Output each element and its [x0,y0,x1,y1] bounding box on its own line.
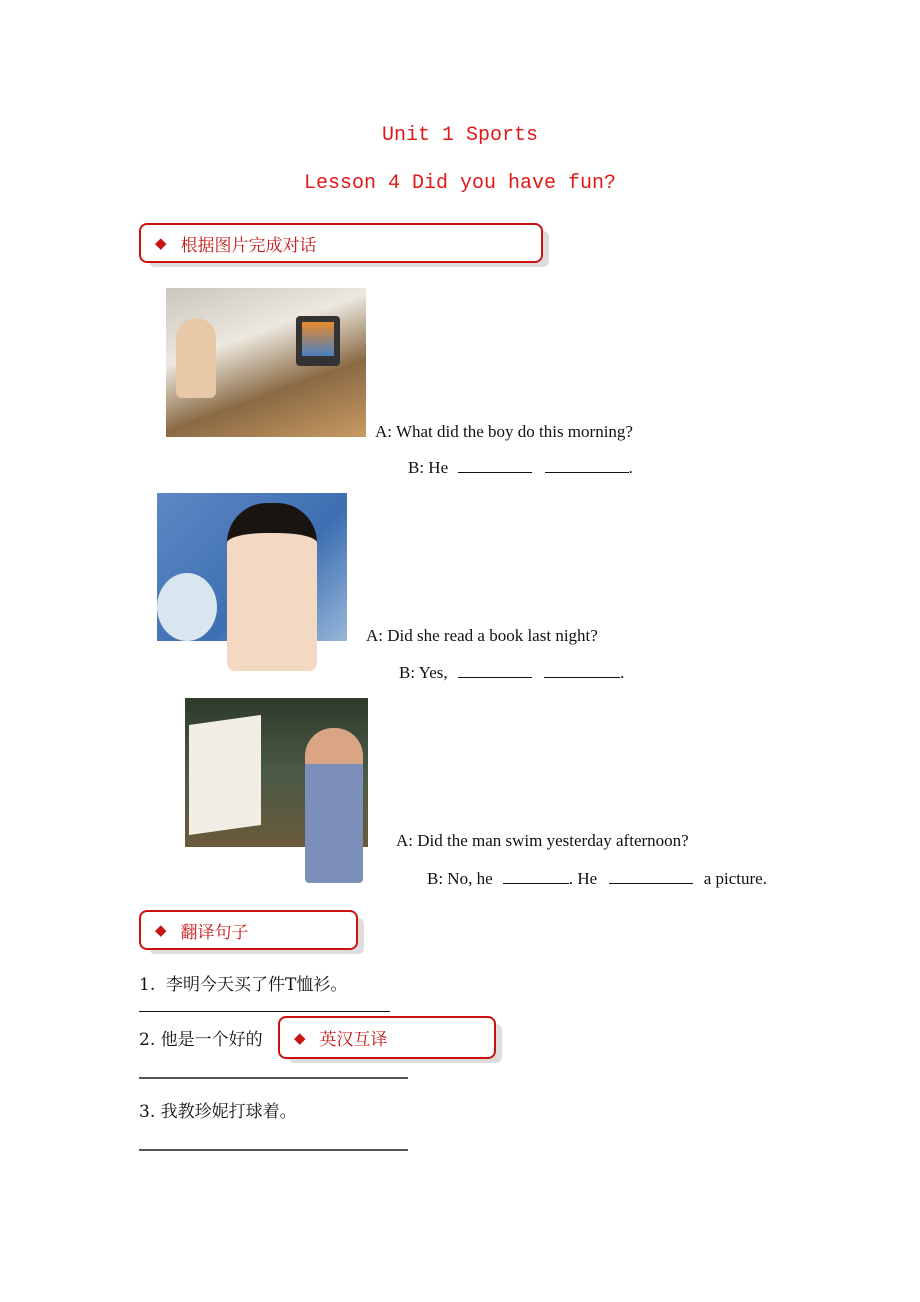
answer-line[interactable] [139,1149,408,1151]
sentence-number: 1. [139,975,156,995]
answer-blank[interactable] [503,869,569,884]
boy-figure [176,318,216,398]
sentence-text: 他是一个好的 [160,1030,263,1050]
section-label: 翻译句子 [180,922,249,943]
answer-end: . [628,458,633,477]
tv-icon [296,316,340,366]
dialog-3-question: A: Did the man swim yesterday afternoon? [396,831,689,850]
dialog-1-answer [408,458,633,478]
answer-blank[interactable] [544,663,620,678]
section-header-translate [139,910,358,950]
photo-boy-watching-tv [166,288,366,437]
answer-line[interactable] [139,1011,390,1012]
canvas-easel [189,715,261,835]
dialog-3-answer [427,869,767,889]
answer-blank[interactable] [458,458,532,473]
answer-blank[interactable] [458,663,532,678]
photo-man-painting [185,698,368,847]
answer-blank[interactable] [545,458,629,473]
answer-end: . [620,663,625,682]
girl-figure [227,503,317,671]
answer-mid: . He [568,869,598,888]
section-header-dialog [139,223,543,263]
answer-prefix: B: No, he [427,869,493,888]
answer-line[interactable] [139,1077,408,1079]
unit-title: Unit 1 Sports [381,124,539,147]
answer-prefix: B: Yes, [399,663,448,682]
sentence-text: 李明今天买了件T恤衫。 [166,975,348,995]
section-header-en-cn [278,1016,496,1059]
sentence-3 [139,1097,297,1122]
answer-end: a picture. [703,869,767,888]
dialog-2-answer [399,663,624,683]
diamond-icon: ◆ [155,234,167,252]
answer-prefix: B: He [408,458,449,477]
sentence-1 [139,970,347,995]
diamond-icon: ◆ [294,1028,306,1047]
sentence-text: 我教珍妮打球着。 [160,1102,297,1122]
lesson-title: Lesson 4 Did you have fun? [303,172,617,195]
sentence-2 [139,1025,263,1050]
dialog-1-question: A: What did the boy do this morning? [375,422,633,441]
section-label: 英汉互译 [319,1030,388,1050]
photo-girl-reading [157,493,347,641]
diamond-icon: ◆ [155,921,167,939]
dialog-2-question: A: Did she read a book last night? [366,626,598,645]
sentence-number: 2. [139,1030,156,1050]
section-label: 根据图片完成对话 [180,235,317,256]
answer-blank[interactable] [609,869,693,884]
globe-icon [157,573,217,641]
man-figure [305,728,363,883]
sentence-number: 3. [139,1102,156,1122]
